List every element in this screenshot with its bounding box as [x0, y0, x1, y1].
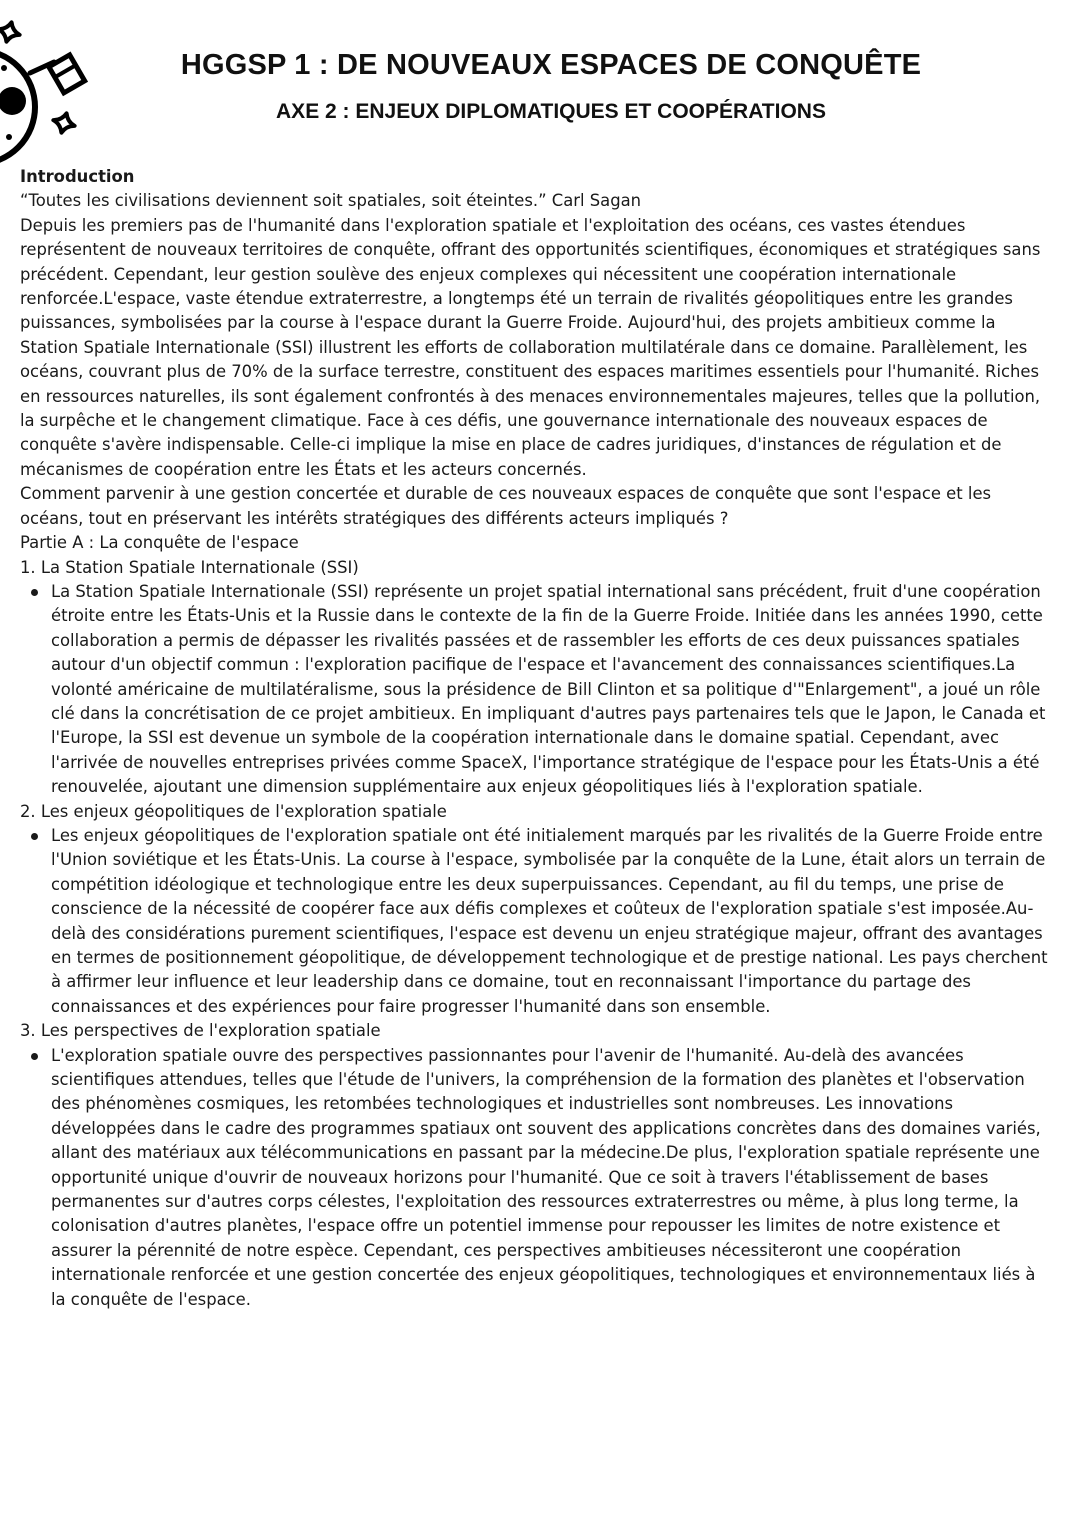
- section-heading-ssi: 1. La Station Spatiale Internationale (SSI): [20, 557, 359, 577]
- section-bullets-perspectives: [20, 1044, 1055, 1312]
- section-bullets-ssi: [20, 580, 1055, 800]
- bullet-item: L'exploration spatiale ouvre des perspectives passionnantes pour l'avenir de l'humanité. Au-delà des avancées scientifiques attendues, telles que l'étude de l'univers, la compréhension de la formation des planètes et l'observation des phénomènes cosmiques, les retombées technologiques et industrielles sont nombreuses. Les innovations développées dans le cadre des programmes spatiaux ont souvent des applications concrètes dans des domaines variés, allant des matériaux aux télécommunications en passant par la médecine.De plus, l'exploration spatiale représente une opportunité unique d'ouvrir de nouveaux horizons pour l'humanité. Que ce soit à travers l'établissement de bases permanentes sur d'autres corps célestes, l'exploitation des ressources extraterrestres ou même, à plus long terme, la colonisation d'autres planètes, l'espace offre un potentiel immense pour repousser les limites de notre existence et assurer la pérennité de notre espèce. Cependant, ces perspectives ambitieuses nécessiteront une coopération internationale renforcée et une gestion concertée des enjeux géopolitiques, technologiques et environnementaux liés à la conquête de l'espace.: [51, 1044, 1055, 1312]
- bullet-item: Les enjeux géopolitiques de l'exploration spatiale ont été initialement marqués par les rivalités de la Guerre Froide entre l'Union soviétique et les États-Unis. La course à l'espace, symbolisée par la conquête de la Lune, était alors un terrain de compétition idéologique et technologique entre les deux superpuissances. Cependant, au fil du temps, une prise de conscience de la nécessité de coopérer face aux défis complexes et coûteux de l'exploration spatiale s'est imposée.Au-delà des considérations purement scientifiques, l'espace est devenu un enjeu stratégique majeur, offrant des avantages en termes de positionnement géopolitique, de développement technologique et de prestige national. Les pays cherchent à affirmer leur influence et leur leadership dans ce domaine, tout en reconnaissant l'importance du partage des connaissances et des expériences pour faire progresser l'humanité dans son ensemble.: [51, 824, 1055, 1019]
- problematique: Comment parvenir à une gestion concertée et durable de ces nouveaux espaces de conquête que sont l'espace et les océans, tout en préservant les intérêts stratégiques des différents acteurs impliqués ?: [20, 484, 992, 528]
- page-subtitle: AXE 2 : ENJEUX DIPLOMATIQUES ET COOPÉRATIONS: [276, 100, 826, 124]
- partie-a-heading: Partie A : La conquête de l'espace: [20, 533, 299, 553]
- section-heading-enjeux: 2. Les enjeux géopolitiques de l'exploration spatiale: [20, 801, 447, 821]
- introduction-heading: Introduction: [20, 167, 135, 186]
- section-bullets-enjeux: [20, 824, 1055, 1019]
- page-title: HGGSP 1 : DE NOUVEAUX ESPACES DE CONQUÊTE: [180, 49, 922, 82]
- introduction-body: Depuis les premiers pas de l'humanité dans l'exploration spatiale et l'exploitation des océans, ces vastes étendues représentent de nouveaux territoires de conquête, offrant des opportunités scientifiques, économiques et stratégiques sans précédent. Cependant, leur gestion soulève des enjeux complexes qui nécessitent une coopération internationale renforcée.L'espace, vaste étendue extraterrestre, a longtemps été un terrain de rivalités géopolitiques entre les grandes puissances, symbolisées par la course à l'espace durant la Guerre Froide. Aujourd'hui, des projets ambitieux comme la Station Spatiale Internationale (SSI) illustrent les efforts de collaboration multilatérale dans ce domaine. Parallèlement, les océans, couvrant plus de 70% de la surface terrestre, constituent des espaces maritimes essentiels pour l'humanité. Riches en ressources naturelles, ils sont également confrontés à des menaces environnementales majeures, telles que la pollution, la surpêche et le changement climatique. Face à ces défis, une gouvernance internationale des nouveaux espaces de conquête s'avère indispensable. Celle-ci implique la mise en place de cadres juridiques, d'instances de régulation et de mécanismes de coopération entre les États et les acteurs concernés.: [20, 215, 1041, 479]
- introduction-quote: “Toutes les civilisations deviennent soit spatiales, soit éteintes.” Carl Sagan: [20, 191, 642, 211]
- bullet-item: La Station Spatiale Internationale (SSI) représente un projet spatial international sans précédent, fruit d'une coopération étroite entre les États-Unis et la Russie dans le contexte de la fin de la Guerre Froide. Initiée dans les années 1990, cette collaboration a permis de dépasser les rivalités passées et de rassembler les efforts de ces deux puissances spatiales autour d'un objectif commun : l'exploration pacifique de l'espace et l'avancement des connaissances scientifiques.La volonté américaine de multilatéralisme, sous la présidence de Bill Clinton et sa politique d'"Enlargement", a joué un rôle clé dans la concrétisation de ce projet ambitieux. En impliquant d'autres pays partenaires tels que le Japon, le Canada et l'Europe, la SSI est devenue un symbole de la coopération internationale dans le domaine spatial. Cependant, avec l'arrivée de nouvelles entreprises privées comme SpaceX, l'importance stratégique de l'espace pour les États-Unis a été renouvelée, ajoutant une dimension supplémentaire aux enjeux géopolitiques liés à l'exploration spatiale.: [51, 580, 1055, 800]
- planet-logo-icon: [0, 10, 100, 185]
- section-heading-perspectives: 3. Les perspectives de l'exploration spatiale: [20, 1021, 381, 1041]
- document-body: [20, 165, 1055, 1312]
